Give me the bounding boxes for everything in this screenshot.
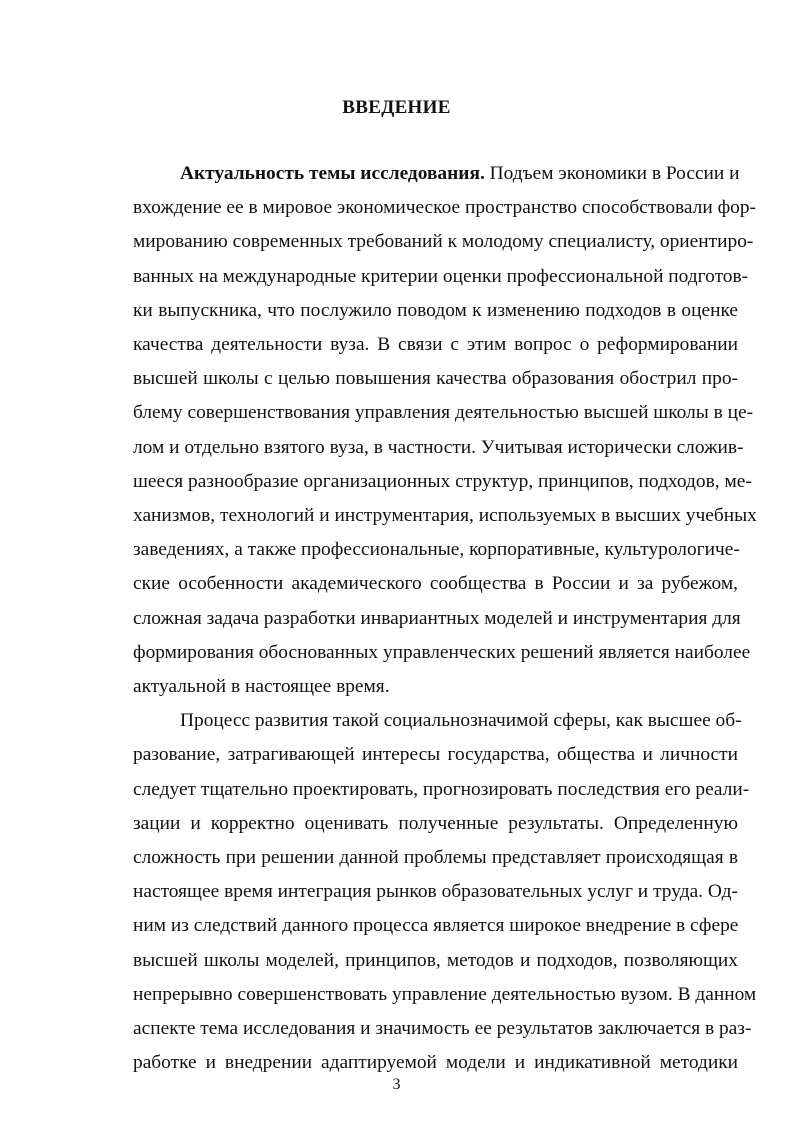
paragraph-line: заведениях, а также профессиональные, корпоративные, культурологиче- <box>133 539 740 561</box>
paragraph-line-text: Подъем экономики в России и <box>484 163 740 184</box>
paragraph-line: следует тщательно проектировать, прогнозировать последствия его реали- <box>133 778 750 800</box>
paragraph-line: настоящее время интеграция рынков образовательных услуг и труда. Од- <box>133 881 738 903</box>
paragraph-line: сложность при решении данной проблемы представляет происходящая в <box>133 847 738 869</box>
paragraph-line: ские особенности академического сообщества в России и за рубежом, <box>133 573 738 595</box>
paragraph-line: высшей школы моделей, принципов, методов и подходов, позволяющих <box>133 949 738 971</box>
paragraph-line: лом и отдельно взятого вуза, в частности. Учитывая исторически сложив- <box>133 436 744 458</box>
paragraph-line: работке и внедрении адаптируемой модели и индикативной методики <box>133 1052 738 1074</box>
paragraph-line: блему совершенствования управления деятельностью высшей школы в це- <box>133 402 754 424</box>
paragraph-line: шееся разнообразие организационных структур, принципов, подходов, ме- <box>133 470 752 492</box>
paragraph-relevance <box>133 157 757 704</box>
paragraph-line: высшей школы с целью повышения качества образования обострил про- <box>133 368 738 390</box>
paragraph-line: аспекте тема исследования и значимость ее результатов заключается в раз- <box>133 1018 752 1040</box>
page-number: 3 <box>392 1076 401 1093</box>
paragraph-line <box>133 157 738 191</box>
paragraph-line: Процесс развития такой социальнозначимой сферы, как высшее об- <box>180 710 742 732</box>
section-heading: ВВЕДЕНИЕ <box>342 97 451 118</box>
paragraph-line: мированию современных требований к молодому специалисту, ориентиро- <box>133 231 754 253</box>
paragraph-line: непрерывно совершенствовать управление деятельностью вузом. В данном <box>133 983 757 1005</box>
paragraph-line: актуальной в настоящее время. <box>133 676 390 698</box>
paragraph-line: ним из следствий данного процесса является широкое внедрение в сфере <box>133 915 739 937</box>
paragraph-line: ханизмов, технологий и инструментария, используемых в высших учебных <box>133 505 757 527</box>
paragraph-line: ванных на международные критерии оценки профессиональной подготов- <box>133 265 749 287</box>
paragraph-line: формирования обоснованных управленческих решений является наиболее <box>133 641 751 663</box>
paragraph-line: сложная задача разработки инвариантных моделей и инструментария для <box>133 607 741 629</box>
paragraph-development-process <box>133 704 757 1080</box>
lead-phrase: Актуальность темы исследования. <box>180 163 485 184</box>
paragraph-line: вхождение ее в мировое экономическое пространство способствовали фор- <box>133 197 756 219</box>
paragraph-line: ки выпускника, что послужило поводом к изменению подходов в оценке <box>133 299 738 321</box>
paragraph-line: разование, затрагивающей интересы государства, общества и личности <box>133 744 738 766</box>
paragraph-line: зации и корректно оценивать полученные результаты. Определенную <box>133 812 738 834</box>
body-text <box>133 157 757 1080</box>
paragraph-line: качества деятельности вуза. В связи с этим вопрос о реформировании <box>133 334 738 356</box>
